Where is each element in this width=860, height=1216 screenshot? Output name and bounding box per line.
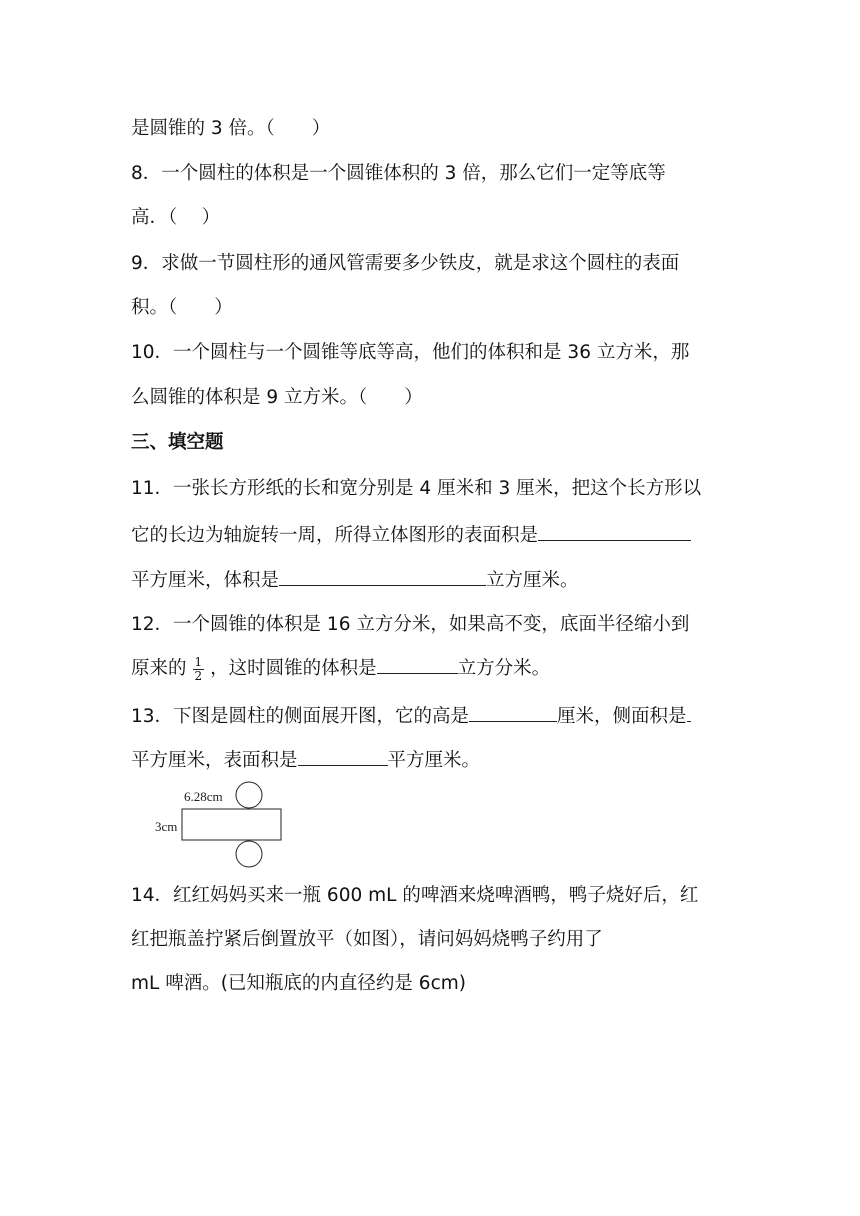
fraction-denominator: 2 [194, 668, 203, 683]
q11-blank-area[interactable] [538, 522, 691, 541]
q14-line-2: 红把瓶盖拧紧后倒置放平（如图），请问妈妈烧鸭子约用了 [131, 929, 603, 950]
one-half-fraction [193, 656, 205, 683]
top-circle [236, 782, 262, 808]
q11-line-2 [131, 522, 691, 548]
height-label: 3cm [155, 819, 178, 834]
q9-line-1: 9．求做一节圆柱形的通风管需要多少铁皮，就是求这个圆柱的表面 [131, 253, 680, 274]
section-heading: 三、填空题 [131, 432, 224, 453]
q12-line-2 [131, 655, 550, 683]
q13-text-a2: 厘米，侧面积是 [557, 706, 687, 727]
q13-line-1 [131, 703, 691, 729]
width-label: 6.28cm [184, 789, 223, 804]
q11-blank-volume[interactable] [279, 567, 486, 586]
q12-text-b2: ，这时圆锥的体积是 [210, 658, 377, 679]
q13-text-b1: 平方厘米，表面积是 [131, 750, 298, 771]
q11-line-3 [131, 567, 579, 593]
q12-text-b3: 立方分米。 [457, 658, 551, 679]
q11-text-c1: 平方厘米，体积是 [131, 570, 280, 591]
q11-text-b: 它的长边为轴旋转一周，所得立体图形的表面积是 [131, 525, 539, 546]
q11-text-c2: 立方厘米。 [486, 570, 579, 591]
q10-line-1: 10．一个圆柱与一个圆锥等底等高，他们的体积和是 36 立方米，那 [131, 342, 690, 363]
q14-line-1: 14．红红妈妈买来一瓶 600 mL 的啤酒来烧啤酒鸭，鸭子烧好后，红 [131, 885, 699, 906]
q10-line-2: 么圆锥的体积是 9 立方米。（ ） [131, 387, 423, 408]
q8-line-1: 8．一个圆柱的体积是一个圆锥体积的 3 倍，那么它们一定等底等 [131, 163, 666, 184]
q8-line-2: 高．（ ） [131, 207, 221, 228]
lateral-rectangle [182, 809, 281, 840]
q12-blank-volume[interactable] [377, 655, 458, 674]
q14-line-3: mL 啤酒。(已知瓶底的内直径约是 6cm) [131, 973, 466, 994]
q13-blank-lateral-area[interactable] [687, 703, 691, 722]
q12-line-1: 12．一个圆锥的体积是 16 立方分米，如果高不变，底面半径缩小到 [131, 614, 690, 635]
q9-line-2: 积。（ ） [131, 297, 233, 318]
q13-blank-height[interactable] [469, 703, 557, 722]
q13-text-a1: 13．下图是圆柱的侧面展开图，它的高是 [131, 706, 470, 727]
q11-line-1: 11．一张长方形纸的长和宽分别是 4 厘米和 3 厘米，把这个长方形以 [131, 478, 702, 499]
bottom-circle [236, 841, 262, 867]
q13-text-b2: 平方厘米。 [387, 750, 481, 771]
q12-text-b1: 原来的 [131, 658, 187, 679]
q7-tail: 是圆锥的 3 倍。（ ） [131, 118, 331, 139]
q13-line-2 [131, 747, 480, 773]
q13-blank-surface-area[interactable] [298, 747, 388, 766]
fraction-numerator: 1 [194, 654, 203, 669]
